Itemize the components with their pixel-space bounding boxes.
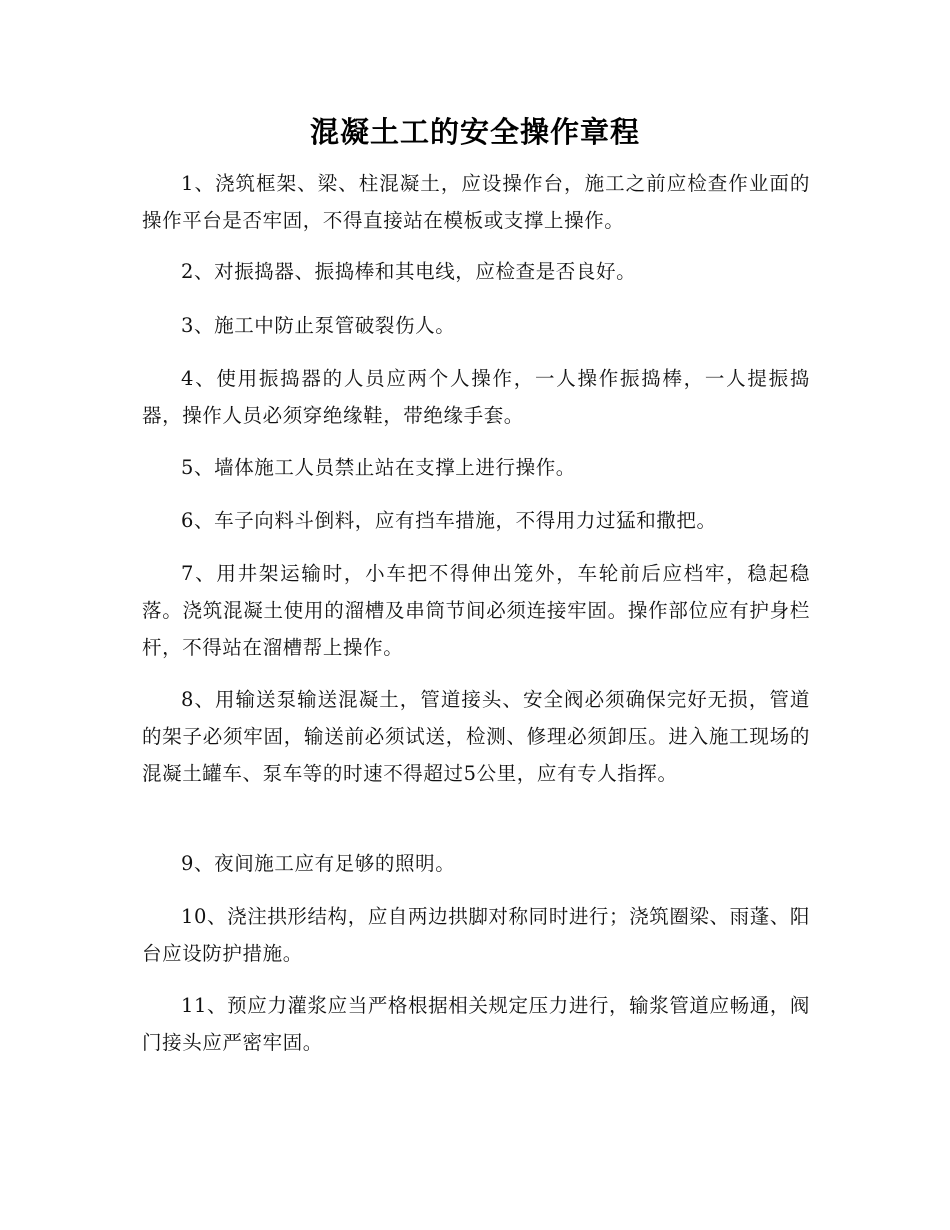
paragraph-10: 10、浇注拱形结构，应自两边拱脚对称同时进行；浇筑圈梁、雨蓬、阳台应设防护措施。 [142, 905, 811, 965]
paragraph-5: 5、墙体施工人员禁止站在支撑上进行操作。 [181, 456, 576, 479]
paragraph-3: 3、施工中防止泵管破裂伤人。 [181, 314, 456, 337]
paragraph-7: 7、用井架运输时，小车把不得伸出笼外，车轮前后应档牢，稳起稳落。浇筑混凝土使用的溜槽及串筒节间必须连接牢固。操作部位应有护身栏杆，不得站在溜槽帮上操作。 [142, 562, 810, 659]
paragraph-4: 4、使用振捣器的人员应两个人操作，一人操作振捣棒，一人提振捣器，操作人员必须穿绝缘鞋，带绝缘手套。 [142, 367, 810, 427]
paragraph-11: 11、预应力灌浆应当严格根据相关规定压力进行，输浆管道应畅通，阀门接头应严密牢固。 [142, 994, 811, 1054]
paragraph-1: 1、浇筑框架、梁、柱混凝土，应设操作台，施工之前应检查作业面的操作平台是否牢固，不得直接站在模板或支撑上操作。 [142, 172, 810, 232]
paragraph-8: 8、用输送泵输送混凝土，管道接头、安全阀必须确保完好无损，管道的架子必须牢固，输送前必须试送，检测、修理必须卸压。进入施工现场的混凝土罐车、泵车等的时速不得超过5公里，应有专人指挥。 [142, 688, 810, 785]
paragraph-9: 9、夜间施工应有足够的照明。 [181, 852, 456, 875]
paragraph-2: 2、对振捣器、振捣棒和其电线，应检查是否良好。 [181, 260, 637, 283]
paragraph-6: 6、车子向料斗倒料，应有挡车措施，不得用力过猛和撒把。 [181, 509, 717, 532]
document-title: 混凝土工的安全操作章程 [309, 115, 640, 149]
